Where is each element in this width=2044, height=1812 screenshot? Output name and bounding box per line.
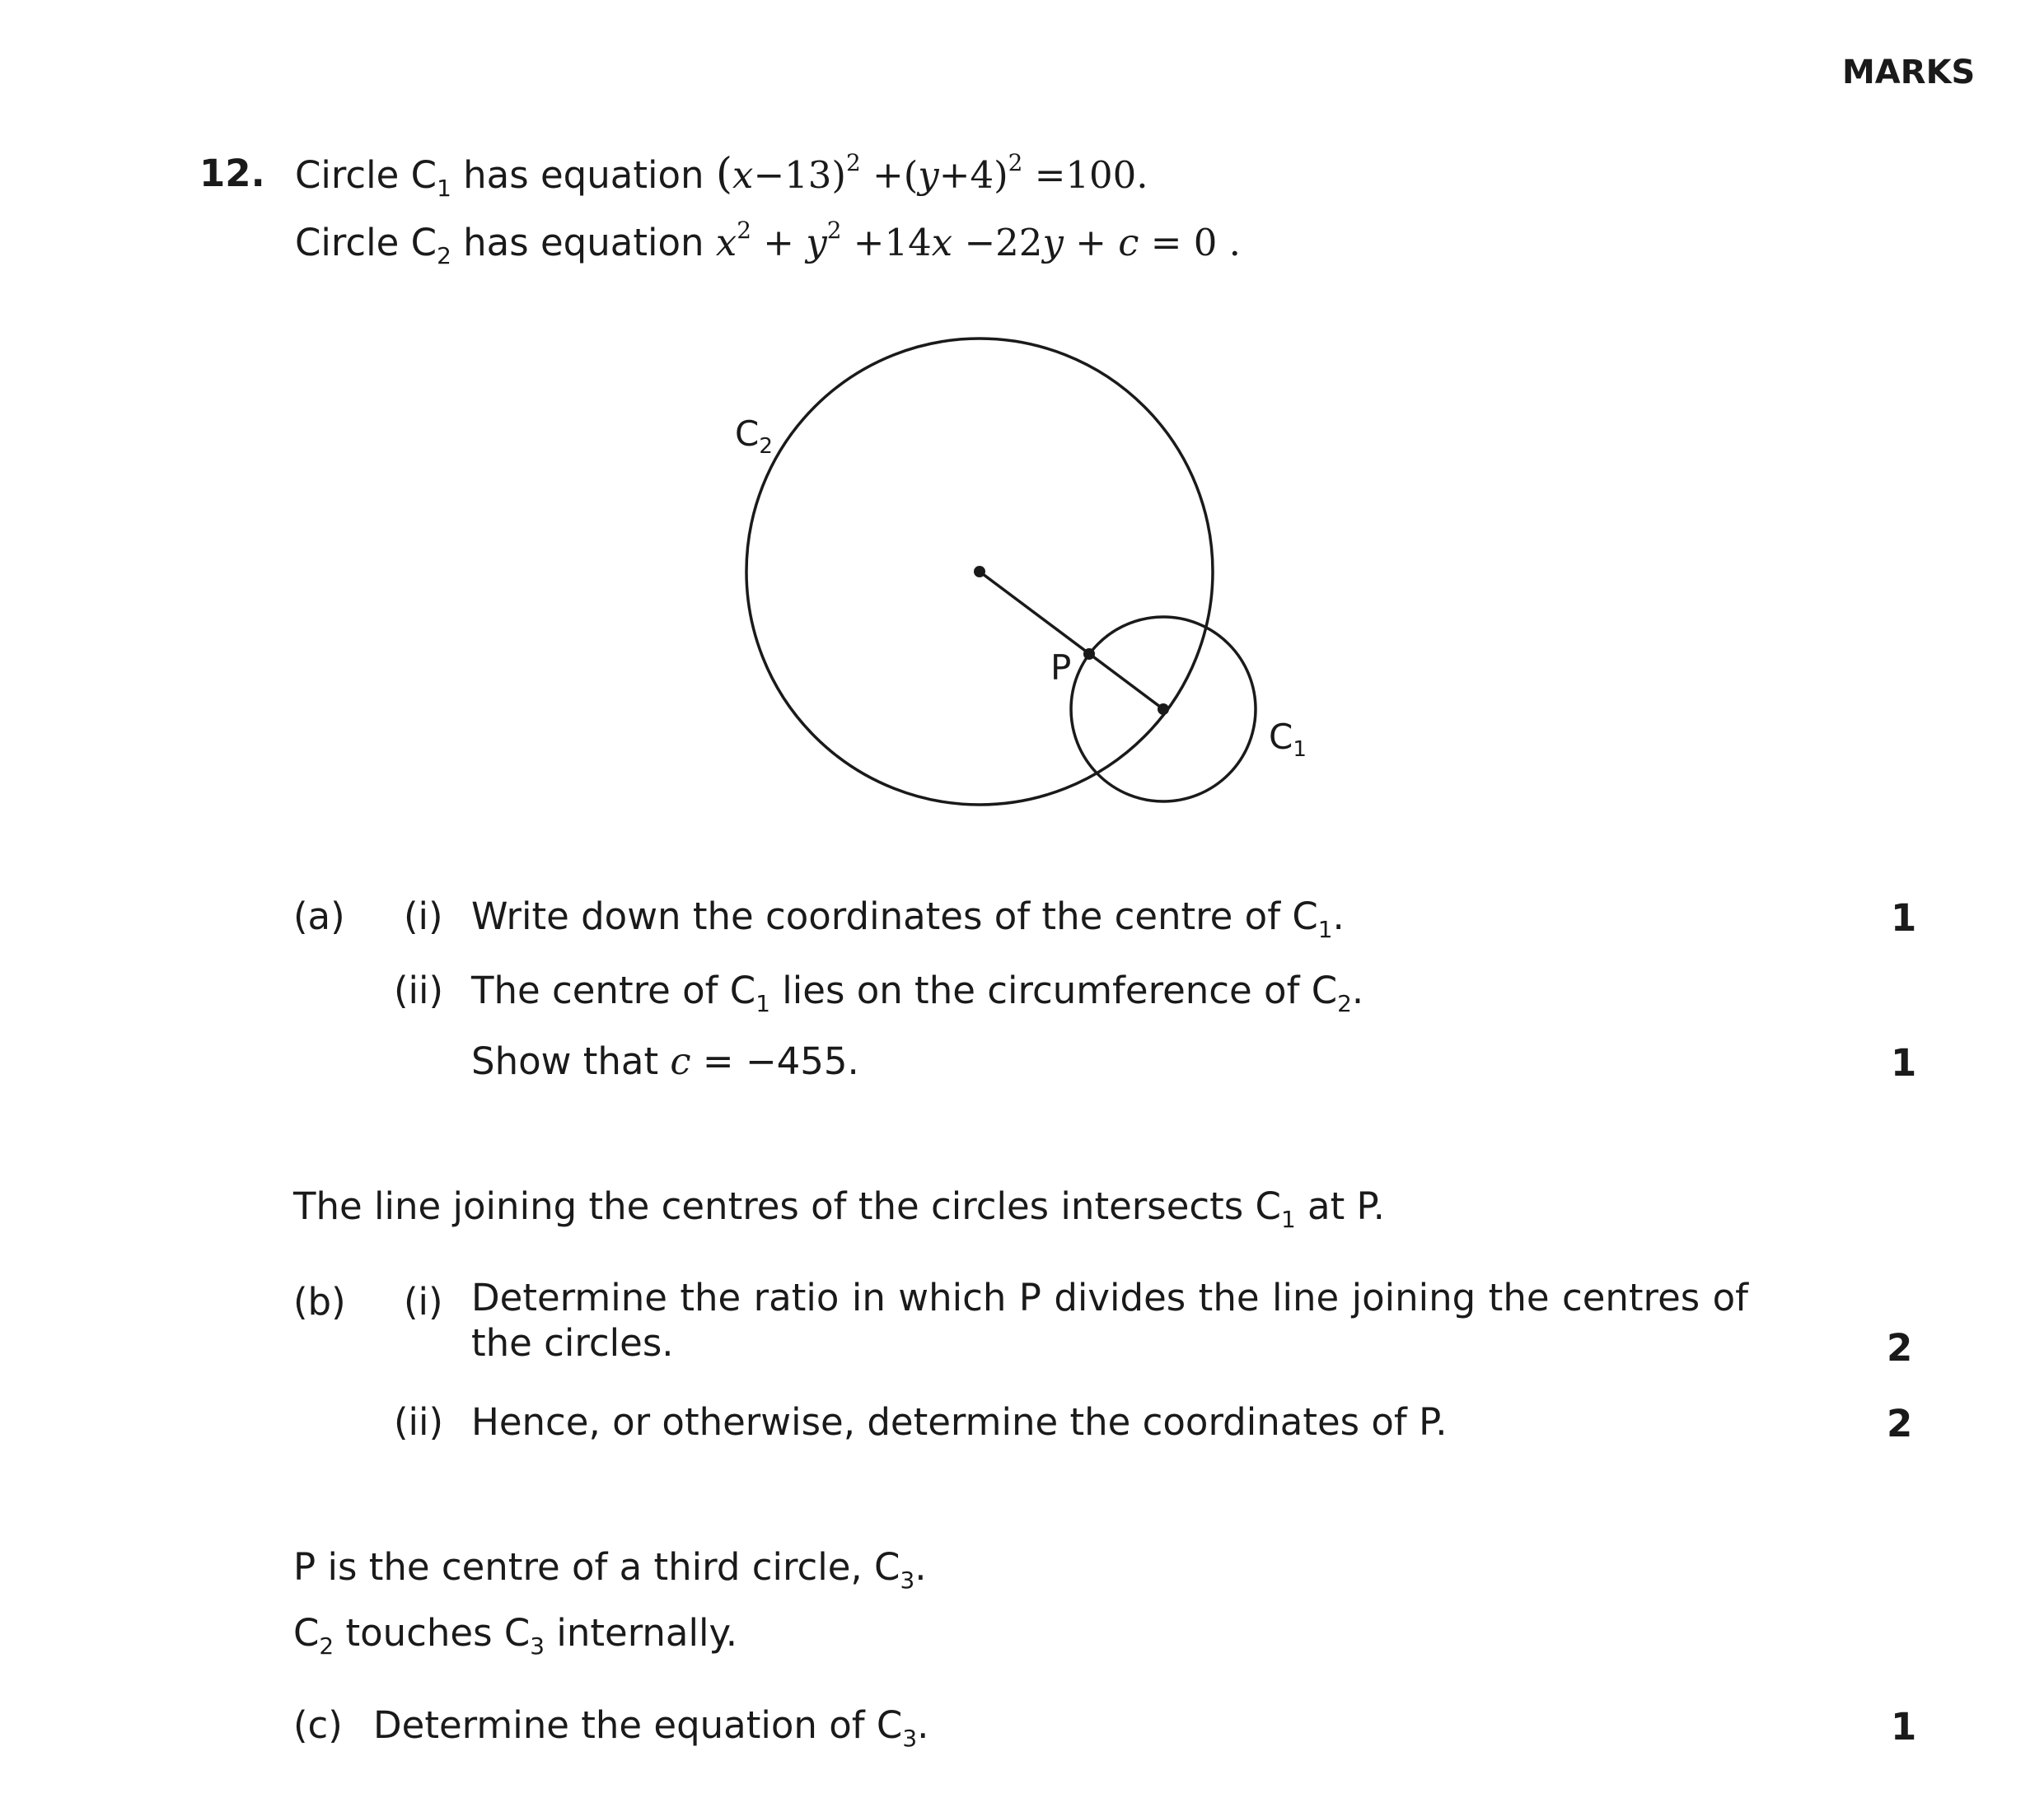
c1-intro-text: Circle C (295, 153, 437, 197)
diagram-label-p: P (1050, 647, 1072, 688)
part-b-ii-marks: 2 (1887, 1402, 1913, 1445)
c1-subscript: 1 (437, 174, 451, 202)
part-a-i-text: Write down the coordinates of the centre of $C_1$. (471, 894, 1345, 943)
c3-intro-line1: P is the centre of a third circle, $C_3$. (293, 1545, 927, 1594)
eq-var-y: y (918, 153, 939, 197)
c2-subscript: 2 (437, 241, 451, 269)
eq-term: +14 (841, 221, 932, 264)
part-c-marks: 1 (1891, 1705, 1917, 1749)
part-a-label: (a) (293, 894, 345, 938)
centre-c1-dot (1158, 703, 1169, 715)
part-c-text: Determine the equation of $C_3$. (373, 1703, 929, 1752)
eq-term: = 0 . (1139, 221, 1241, 264)
eq-exponent: 2 (826, 217, 842, 245)
eq-exponent: 2 (1008, 149, 1023, 177)
line-joining-text: The line joining the centres of the circles intersects $C_1$ at P. (293, 1184, 1385, 1233)
eq-var-x: x (715, 221, 737, 264)
eq-var-x: x (931, 221, 953, 264)
question-number: 12. (199, 152, 265, 195)
eq-term: + (1063, 221, 1119, 264)
part-b-i-marks: 2 (1887, 1326, 1913, 1370)
eq-term: =100. (1022, 153, 1148, 197)
marks-header: MARKS (1842, 54, 1976, 91)
diagram-label-c2: $C_2$ (735, 413, 773, 460)
part-b-i-label: (i) (404, 1280, 443, 1324)
part-b-ii-text: Hence, or otherwise, determine the coordinates of P. (471, 1400, 1448, 1444)
eq-paren: ( (715, 149, 733, 198)
point-p-dot (1083, 648, 1095, 660)
c2-intro-mid: has equation (451, 221, 716, 264)
diagram-label-c1: $C_1$ (1269, 717, 1307, 763)
eq-term: −22 (952, 221, 1043, 264)
centre-c2-dot (974, 566, 985, 577)
part-b-label: (b) (293, 1280, 346, 1324)
part-b-ii-label: (ii) (394, 1400, 444, 1444)
eq-var-y: y (806, 221, 827, 264)
eq-var-c: c (1118, 221, 1139, 264)
part-a-ii-text: The centre of $C_1$ lies on the circumference of $C_2$. (471, 969, 1364, 1017)
eq-var-x: x (732, 153, 754, 197)
eq-exponent: 2 (845, 149, 861, 177)
eq-term: +( (860, 153, 919, 197)
eq-term: −13) (753, 153, 846, 197)
part-a-ii-show-that: Show that c = −455. (471, 1039, 859, 1083)
eq-term: + (751, 221, 807, 264)
part-b-i-text: Determine the ratio in which P divides the line joining the centres of the circles. (471, 1276, 1748, 1365)
c3-intro-line2: $C_2$ touches $C_3$ internally. (293, 1611, 738, 1660)
eq-term: +4) (938, 153, 1008, 197)
part-a-i-marks: 1 (1891, 896, 1917, 940)
part-a-ii-label: (ii) (394, 969, 444, 1012)
eq-exponent: 2 (737, 217, 751, 245)
part-a-i-label: (i) (404, 894, 443, 938)
c1-intro-mid: has equation (451, 153, 716, 197)
centres-line (980, 572, 1163, 709)
c2-intro-text: Circle C (295, 221, 437, 264)
part-c-label: (c) (293, 1703, 343, 1747)
part-a-ii-marks: 1 (1891, 1041, 1917, 1085)
eq-var-y: y (1042, 221, 1064, 264)
